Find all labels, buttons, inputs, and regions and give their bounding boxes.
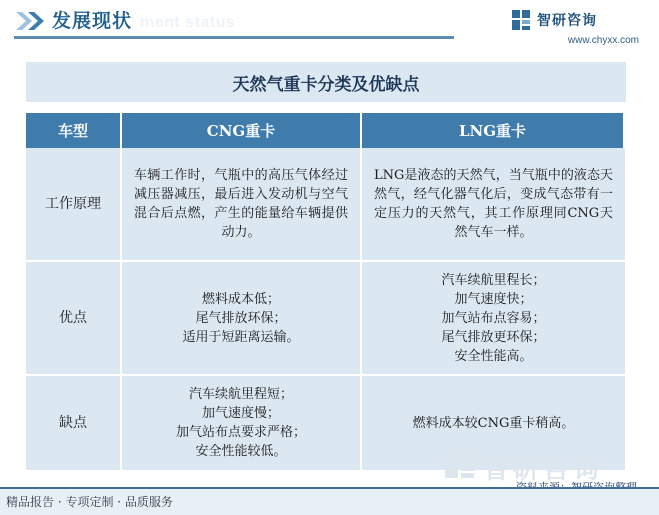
footer-bar [0, 487, 659, 515]
watermark-logo-icon [443, 450, 477, 480]
cng-principle-text: 车辆工作时，气瓶中的高压气体经过减压器减压，最后进入发动机与空气混合后点燃，产生的能量给车辆提供动力。 [134, 168, 348, 240]
cell-lng-principle [362, 148, 625, 262]
list-item: 加气站布点容易； [441, 310, 546, 326]
watermark-text: 智研咨询 [483, 455, 604, 485]
cell-cng-disadvantages [122, 376, 362, 472]
row-label-principle: 工作原理 [26, 148, 122, 262]
footer-divider [0, 487, 659, 489]
row-label-advantages: 优点 [26, 262, 122, 376]
page-header [0, 0, 659, 52]
row-label-disadvantages: 缺点 [26, 376, 122, 472]
double-chevron-icon [14, 10, 48, 32]
bottom-watermark [443, 448, 633, 485]
lng-principle-text: LNG是液态的天然气，当气瓶中的液态天然气，经气化器气化后，变成气态带有一定压力的天然气，其工作原理同CNG天然气车一样。 [374, 168, 613, 240]
header-cell-lng: LNG重卡 [362, 113, 625, 148]
footer-tagline: 精品报告 · 专项定制 · 品质服务 [6, 495, 173, 509]
brand-name: 智研咨询 [537, 13, 597, 29]
list-item: 适用于短距离运输。 [182, 329, 300, 345]
list-item: 加气速度慢； [201, 406, 280, 421]
list-item: 安全性能较低。 [195, 444, 287, 459]
cng-advantages-list [182, 290, 299, 347]
table-title: 天然气重卡分类及优缺点 [232, 74, 420, 95]
header-cell-cng: CNG重卡 [122, 113, 362, 148]
cng-disadvantages-list [176, 385, 306, 461]
list-item: 尾气排放更环保； [441, 329, 546, 345]
lng-disadvantages-text: 燃料成本较CNG重卡稍高。 [412, 415, 575, 431]
brand-logo-icon [511, 9, 531, 31]
list-item: 汽车续航里程短； [188, 387, 293, 402]
list-item: 安全性能高。 [454, 348, 533, 364]
header-watermark-text: ment status [140, 14, 236, 31]
brand-url: www.chyxx.com [567, 35, 639, 46]
cell-cng-principle [122, 148, 362, 262]
list-item: 汽车续航里程长； [441, 272, 546, 288]
comparison-table [26, 113, 625, 472]
list-item: 燃料成本低； [201, 291, 280, 307]
cell-cng-advantages [122, 262, 362, 376]
table-title-band [26, 62, 626, 102]
list-item: 尾气排放环保； [195, 310, 287, 326]
cell-lng-advantages [362, 262, 625, 376]
lng-advantages-list [441, 271, 545, 366]
brand-block [511, 9, 639, 47]
header-cell-type: 车型 [26, 113, 122, 148]
list-item: 加气站布点要求严格； [175, 425, 306, 440]
header-rule [14, 36, 454, 39]
list-item: 加气速度快； [454, 291, 533, 307]
section-title: 发展现状 [52, 10, 133, 32]
